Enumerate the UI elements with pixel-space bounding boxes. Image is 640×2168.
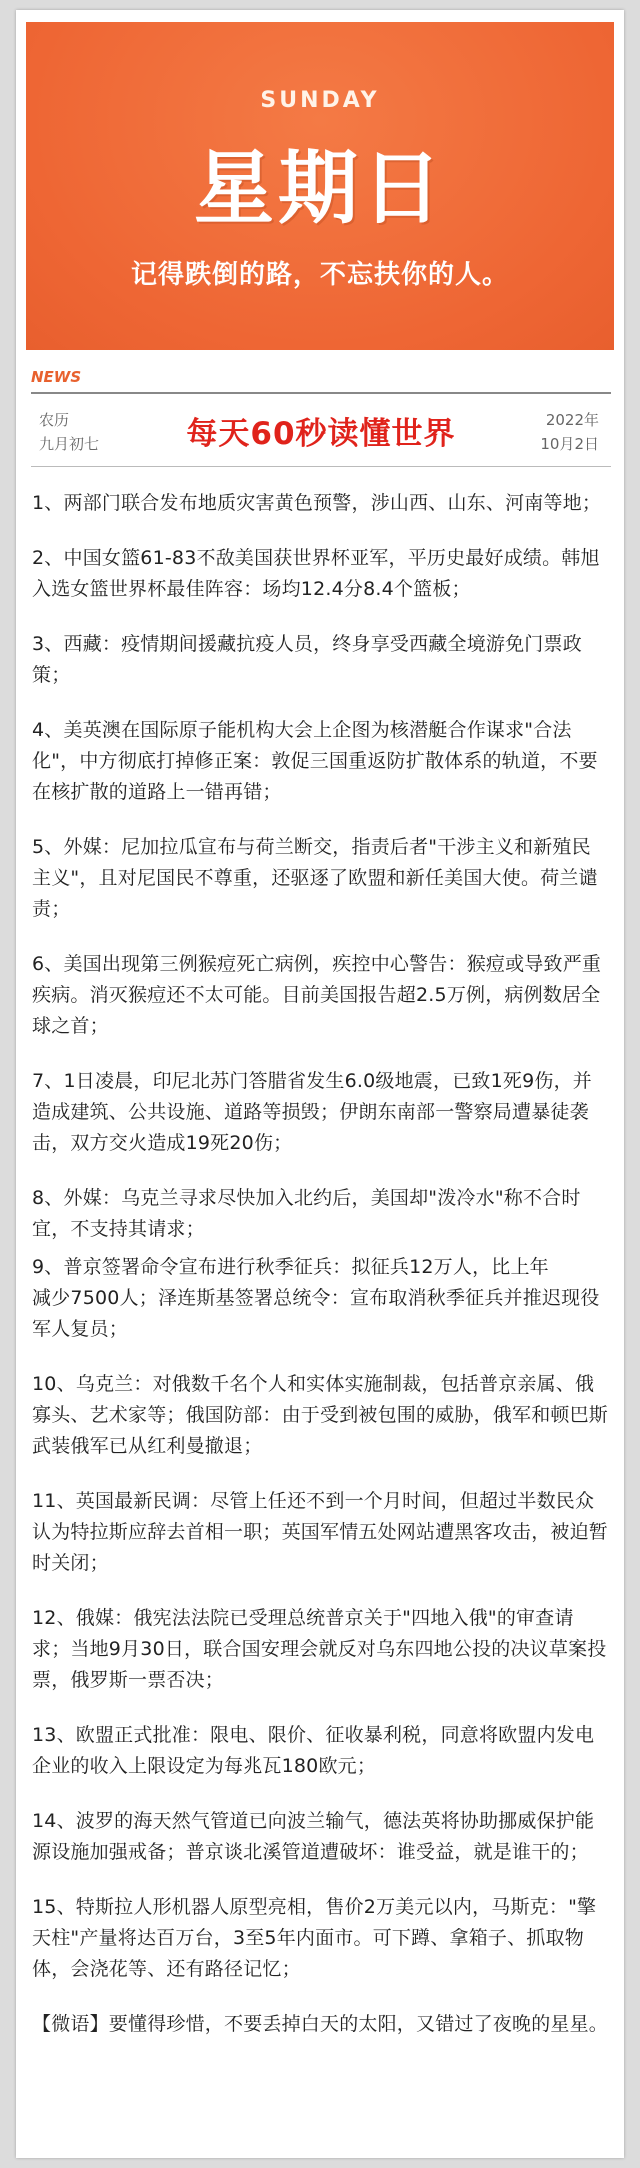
news-item: 8、外媒：乌克兰寻求尽快加入北约后，美国却"泼冷水"称不合时宜，不支持其请求； <box>32 1187 581 1240</box>
banner-sunday-text: SUNDAY <box>260 88 380 113</box>
news-item-clipped-text: 9、普京签署命令宣布进行秋季征兵：拟征兵12万人，比上年 <box>32 1256 549 1278</box>
news-item: 1、两部门联合发布地质灾害黄色预警，涉山西、山东、河南等地； <box>32 492 602 514</box>
news-item: 13、欧盟正式批准：限电、限价、征收暴利税，同意将欧盟内发电企业的收入上限设定为每兆瓦180欧元； <box>32 1724 595 1777</box>
news-item: 3、西藏：疫情期间援藏抗疫人员，终身享受西藏全境游免门票政策； <box>32 633 582 686</box>
date-year: 2022年 <box>545 411 599 429</box>
lunar-day: 九月初七 <box>39 435 100 453</box>
lunar-label: 农历 <box>39 411 70 429</box>
news-label: NEWS <box>31 368 82 386</box>
banner-slogan: 记得跌倒的路，不忘扶你的人。 <box>130 260 509 290</box>
news-item-continued: 减少7500人；泽连斯基签署总统令：宣布取消秋季征兵并推迟现役军人复员； <box>32 1287 600 1340</box>
news-item: 14、波罗的海天然气管道已向波兰输气，德法英将协助挪威保护能源设施加强戒备；普京谈北溪管道遭破坏：谁受益，就是谁干的； <box>32 1810 595 1863</box>
gregorian-date <box>540 408 599 456</box>
news-item: 2、中国女篮61-83不敌美国获世界杯亚军，平历史最好成绩。韩旭入选女篮世界杯最佳阵容：场均12.4分8.4个篮板； <box>32 547 600 600</box>
news-item: 12、俄媒：俄宪法法院已受理总统普京关于"四地入俄"的审查请求；当地9月30日，联合国安理会就反对乌东四地公投的决议草案投票，俄罗斯一票否决； <box>32 1607 607 1691</box>
header-divider-bottom <box>31 466 611 467</box>
article-page <box>16 10 624 2158</box>
news-item: 4、美英澳在国际原子能机构大会上企图为核潜艇合作谋求"合法化"，中方彻底打掉修正案：敦促三国重返防扩散体系的轨道，不要在核扩散的道路上一错再错； <box>32 719 598 803</box>
news-item: 6、美国出现第三例猴痘死亡病例，疾控中心警告：猴痘或导致严重疾病。消灭猴痘还不太可能。目前美国报告超2.5万例，病例数居全球之首； <box>32 953 602 1037</box>
news-item: 7、1日凌晨，印尼北苏门答腊省发生6.0级地震，已致1死9伤，并造成建筑、公共设施、道路等损毁；伊朗东南部一警察局遭暴徒袭击，双方交火造成19死20伤； <box>32 1070 592 1154</box>
news-item: 5、外媒：尼加拉瓜宣布与荷兰断交，指责后者"干涉主义和新殖民主义"，且对尼国民不尊重，还驱逐了欧盟和新任美国大使。荷兰谴责； <box>32 836 598 920</box>
news-item: 15、特斯拉人形机器人原型亮相，售价2万美元以内，马斯克："擎天柱"产量将达百万台，3至5年内面市。可下蹲、拿箱子、抓取物体，会浇花等、还有路径记忆； <box>32 1896 597 1980</box>
article-headline: 每天60秒读懂世界 <box>186 416 456 452</box>
news-item: 11、英国最新民调：尽管上任还不到一个月时间，但超过半数民众认为特拉斯应辞去首相一职；英国军情五处网站遭黑客攻击，被迫暂时关闭； <box>32 1490 609 1574</box>
closing-quote: 【微语】要懂得珍惜，不要丢掉白天的太阳，又错过了夜晚的星星。 <box>32 2013 609 2035</box>
sunday-banner <box>26 22 614 350</box>
date-month-day: 10月2日 <box>540 435 599 453</box>
article-header <box>31 394 611 466</box>
news-list <box>32 488 610 2064</box>
banner-title: 星期日 <box>194 142 446 235</box>
news-item: 10、乌克兰：对俄数千名个人和实体实施制裁，包括普京亲属、俄寡头、艺术家等；俄国防部：由于受到被包围的威胁，俄军和顿巴斯武装俄军已从红利曼撤退； <box>32 1373 609 1457</box>
news-item-clipped <box>32 1256 610 1283</box>
